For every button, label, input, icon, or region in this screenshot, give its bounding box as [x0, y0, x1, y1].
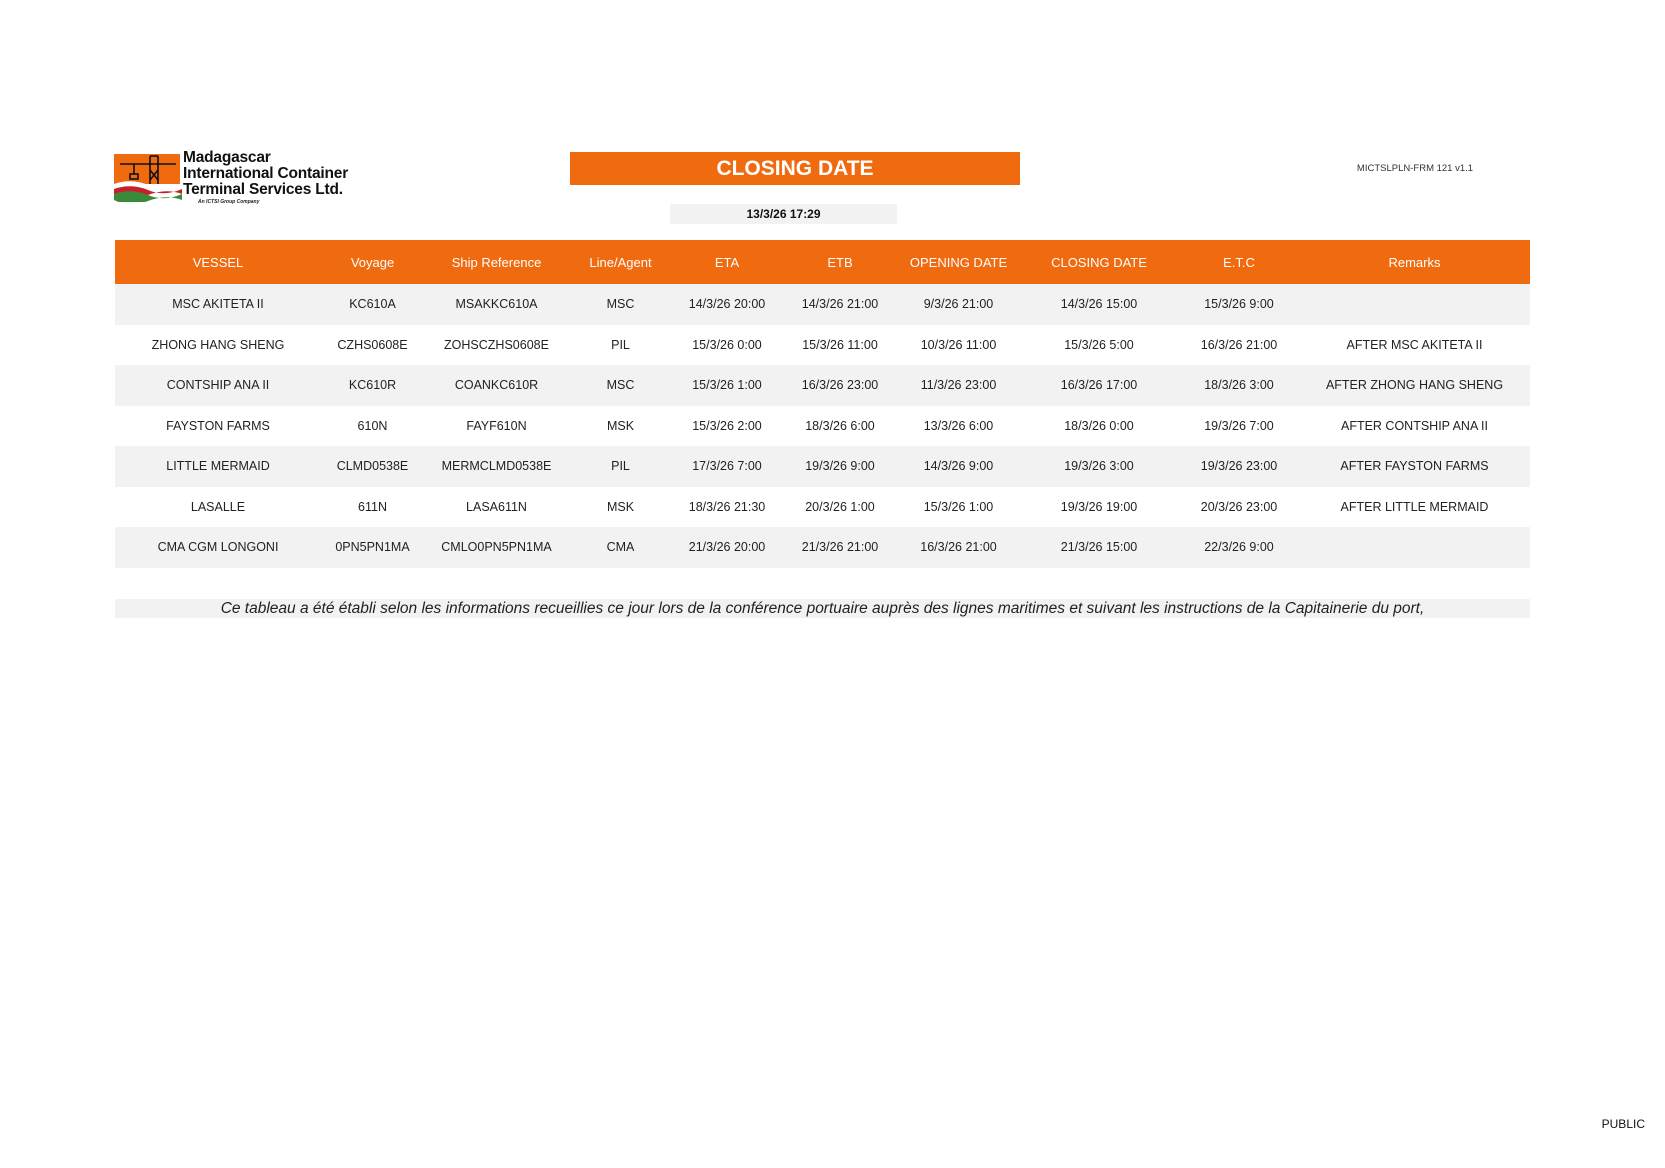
table-row [115, 284, 1530, 325]
company-logo [114, 150, 354, 212]
logo-tagline: An ICTSI Group Company [198, 199, 260, 205]
opening-date-cell: 9/3/26 21:00 [898, 284, 1019, 325]
closing-date-cell: 18/3/26 0:00 [1019, 406, 1179, 447]
eta-cell: 15/3/26 1:00 [672, 365, 782, 406]
report-date: 13/3/26 17:29 [670, 204, 897, 224]
etb-cell: 19/3/26 9:00 [782, 446, 898, 487]
column-header: Voyage [321, 240, 424, 284]
etb-cell: 15/3/26 11:00 [782, 325, 898, 366]
line-agent-cell: MSC [569, 365, 672, 406]
ship-reference-cell: LASA611N [424, 487, 569, 528]
page-title: CLOSING DATE [570, 152, 1020, 185]
etc-cell: 19/3/26 7:00 [1179, 406, 1299, 447]
table-header-row [115, 240, 1530, 284]
closing-date-cell: 16/3/26 17:00 [1019, 365, 1179, 406]
eta-cell: 15/3/26 2:00 [672, 406, 782, 447]
closing-date-cell: 19/3/26 3:00 [1019, 446, 1179, 487]
voyage-cell: CLMD0538E [321, 446, 424, 487]
remarks-cell [1299, 284, 1530, 325]
ship-reference-cell: MERMCLMD0538E [424, 446, 569, 487]
voyage-cell: CZHS0608E [321, 325, 424, 366]
table-row [115, 406, 1530, 447]
eta-cell: 18/3/26 21:30 [672, 487, 782, 528]
vessel-cell: CMA CGM LONGONI [115, 527, 321, 568]
logo-company-name [183, 150, 348, 198]
etb-cell: 20/3/26 1:00 [782, 487, 898, 528]
line-agent-cell: CMA [569, 527, 672, 568]
line-agent-cell: MSC [569, 284, 672, 325]
column-header: VESSEL [115, 240, 321, 284]
vessel-cell: CONTSHIP ANA II [115, 365, 321, 406]
remarks-cell: AFTER CONTSHIP ANA II [1299, 406, 1530, 447]
remarks-cell [1299, 527, 1530, 568]
table-row [115, 487, 1530, 528]
voyage-cell: 0PN5PN1MA [321, 527, 424, 568]
etc-cell: 15/3/26 9:00 [1179, 284, 1299, 325]
table-note: Ce tableau a été établi selon les informations recueillies ce jour lors de la conférence portuaire auprès des lignes maritimes et suivant les instructions de la Capitainerie du port, [115, 599, 1530, 618]
vessel-cell: ZHONG HANG SHENG [115, 325, 321, 366]
classification-label: PUBLIC [1601, 1117, 1645, 1131]
etc-cell: 19/3/26 23:00 [1179, 446, 1299, 487]
table-row [115, 325, 1530, 366]
etc-cell: 22/3/26 9:00 [1179, 527, 1299, 568]
closing-date-table [115, 240, 1530, 568]
ship-reference-cell: MSAKKC610A [424, 284, 569, 325]
line-agent-cell: MSK [569, 406, 672, 447]
table-row [115, 446, 1530, 487]
eta-cell: 17/3/26 7:00 [672, 446, 782, 487]
eta-cell: 15/3/26 0:00 [672, 325, 782, 366]
remarks-cell: AFTER FAYSTON FARMS [1299, 446, 1530, 487]
column-header: ETB [782, 240, 898, 284]
voyage-cell: 611N [321, 487, 424, 528]
opening-date-cell: 11/3/26 23:00 [898, 365, 1019, 406]
closing-date-cell: 19/3/26 19:00 [1019, 487, 1179, 528]
logo-line-2: International Container [183, 165, 349, 182]
etc-cell: 16/3/26 21:00 [1179, 325, 1299, 366]
voyage-cell: KC610R [321, 365, 424, 406]
line-agent-cell: PIL [569, 325, 672, 366]
line-agent-cell: PIL [569, 446, 672, 487]
etb-cell: 14/3/26 21:00 [782, 284, 898, 325]
ship-reference-cell: FAYF610N [424, 406, 569, 447]
voyage-cell: KC610A [321, 284, 424, 325]
remarks-cell: AFTER MSC AKITETA II [1299, 325, 1530, 366]
closing-date-cell: 14/3/26 15:00 [1019, 284, 1179, 325]
etb-cell: 16/3/26 23:00 [782, 365, 898, 406]
form-code: MICTSLPLN-FRM 121 v1.1 [1356, 163, 1474, 174]
column-header: OPENING DATE [898, 240, 1019, 284]
remarks-cell: AFTER LITTLE MERMAID [1299, 487, 1530, 528]
line-agent-cell: MSK [569, 487, 672, 528]
ship-reference-cell: COANKC610R [424, 365, 569, 406]
vessel-cell: MSC AKITETA II [115, 284, 321, 325]
etb-cell: 18/3/26 6:00 [782, 406, 898, 447]
column-header: CLOSING DATE [1019, 240, 1179, 284]
etc-cell: 20/3/26 23:00 [1179, 487, 1299, 528]
ship-reference-cell: CMLO0PN5PN1MA [424, 527, 569, 568]
etb-cell: 21/3/26 21:00 [782, 527, 898, 568]
column-header: ETA [672, 240, 782, 284]
table-row [115, 365, 1530, 406]
table-row [115, 527, 1530, 568]
vessel-cell: LASALLE [115, 487, 321, 528]
logo-line-3: Terminal Services Ltd. [183, 181, 343, 198]
remarks-cell: AFTER ZHONG HANG SHENG [1299, 365, 1530, 406]
opening-date-cell: 13/3/26 6:00 [898, 406, 1019, 447]
closing-date-cell: 21/3/26 15:00 [1019, 527, 1179, 568]
vessel-cell: LITTLE MERMAID [115, 446, 321, 487]
voyage-cell: 610N [321, 406, 424, 447]
opening-date-cell: 14/3/26 9:00 [898, 446, 1019, 487]
opening-date-cell: 16/3/26 21:00 [898, 527, 1019, 568]
crane-logo-icon [114, 152, 182, 202]
ship-reference-cell: ZOHSCZHS0608E [424, 325, 569, 366]
column-header: E.T.C [1179, 240, 1299, 284]
opening-date-cell: 10/3/26 11:00 [898, 325, 1019, 366]
eta-cell: 14/3/26 20:00 [672, 284, 782, 325]
eta-cell: 21/3/26 20:00 [672, 527, 782, 568]
table-body [115, 284, 1530, 568]
closing-date-cell: 15/3/26 5:00 [1019, 325, 1179, 366]
column-header: Remarks [1299, 240, 1530, 284]
column-header: Ship Reference [424, 240, 569, 284]
etc-cell: 18/3/26 3:00 [1179, 365, 1299, 406]
opening-date-cell: 15/3/26 1:00 [898, 487, 1019, 528]
logo-line-1: Madagascar [183, 149, 271, 166]
vessel-cell: FAYSTON FARMS [115, 406, 321, 447]
column-header: Line/Agent [569, 240, 672, 284]
